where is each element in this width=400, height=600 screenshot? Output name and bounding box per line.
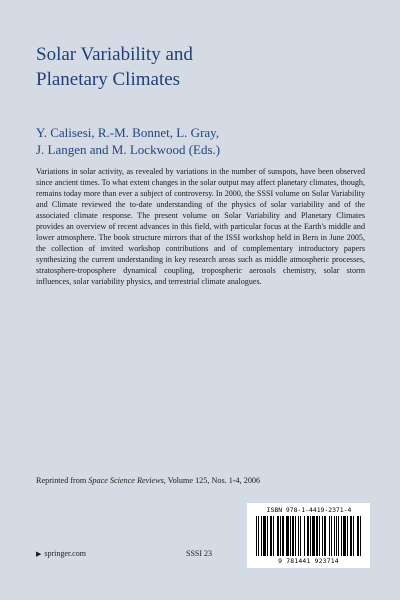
barcode-bar (263, 516, 266, 556)
book-description (36, 167, 365, 287)
title-line-2: Planetary Climates (36, 69, 181, 90)
barcode-bar (282, 516, 284, 556)
barcode-bar (329, 516, 330, 556)
barcode-bar (258, 516, 259, 556)
reprint-journal: Space Science Reviews (88, 476, 164, 485)
series-number: SSSI 23 (186, 549, 213, 558)
arrow-right-icon: ▶ (36, 550, 42, 558)
barcode-bar (304, 516, 305, 556)
reprint-suffix: , Volume 125, Nos. 1-4, 2006 (163, 476, 261, 485)
barcode-bar (360, 516, 361, 556)
barcode-bar (280, 516, 281, 556)
barcode-bar (343, 516, 346, 556)
barcode-bar (298, 516, 299, 556)
barcode-bar (336, 516, 337, 556)
isbn-label: ISBN 978-1-4419-2371-4 (266, 506, 352, 514)
barcode-digits: 9 781441 923714 (278, 557, 339, 565)
barcode-bars (255, 516, 362, 556)
barcode-bar (341, 516, 342, 556)
barcode-bar (307, 516, 309, 556)
book-title (36, 42, 356, 92)
barcode-bar (310, 516, 311, 556)
barcode-bar (292, 516, 294, 556)
barcode-bar (331, 516, 332, 556)
editors-line-1: Y. Calisesi, R.-M. Bonnet, L. Gray, (36, 125, 220, 140)
barcode-bar (273, 516, 274, 556)
barcode-bar (322, 516, 323, 556)
barcode-bar (353, 516, 354, 556)
barcode-bar (286, 516, 289, 556)
barcode-bar (290, 516, 291, 556)
barcode-bar (316, 516, 318, 556)
barcode-bar (334, 516, 335, 556)
barcode-bar (319, 516, 320, 556)
description-text: Variations in solar activity, as revealed by variations in the number of sunspots, have been observed since ancient times. To what extent changes in the solar output may affect planetary climates, though, remains today more than ever a subject of controversy. In 2000, the SSSI volume on Solar Variability and Climate reviewed the to-date understanding of the physics of solar variability and of the associated climate response. The present volume on Solar Variability and Planetary Climates provides an overview of recent advances in this field, with particular focus at the Earth's middle and lower atmosphere. The book structure mirrors that of the ISSI workshop held in Bern in June 2005, the collection of invited workshop contributions and of complementary introductory papers synthesizing the current understanding in key research areas such as middle atmospheric processes, stratosphere-troposphere dynamical coupling, tropospheric aerosols chemistry, solar storm influences, solar variability physics, and terrestrial climate analogues. (36, 167, 365, 286)
barcode-bar (267, 516, 268, 556)
barcode-bar (312, 516, 315, 556)
title-line-1: Solar Variability and (36, 44, 193, 65)
barcode-bar (324, 516, 326, 556)
reprint-note (36, 476, 366, 486)
editors (36, 124, 366, 158)
editors-line-2: J. Langen and M. Lockwood (Eds.) (36, 142, 221, 157)
barcode-bar (300, 516, 301, 556)
barcode-bar (347, 516, 348, 556)
reprint-prefix: Reprinted from (36, 476, 87, 485)
barcode-bar (270, 516, 272, 556)
barcode-bar (256, 516, 257, 556)
barcode-bar (261, 516, 262, 556)
barcode-bar (350, 516, 352, 556)
publisher-link[interactable] (36, 549, 86, 559)
barcode-bar (295, 516, 296, 556)
isbn-barcode (247, 503, 370, 568)
barcode-bar (357, 516, 359, 556)
publisher-label: springer.com (44, 549, 86, 558)
barcode-bar (277, 516, 279, 556)
barcode-bar (338, 516, 339, 556)
